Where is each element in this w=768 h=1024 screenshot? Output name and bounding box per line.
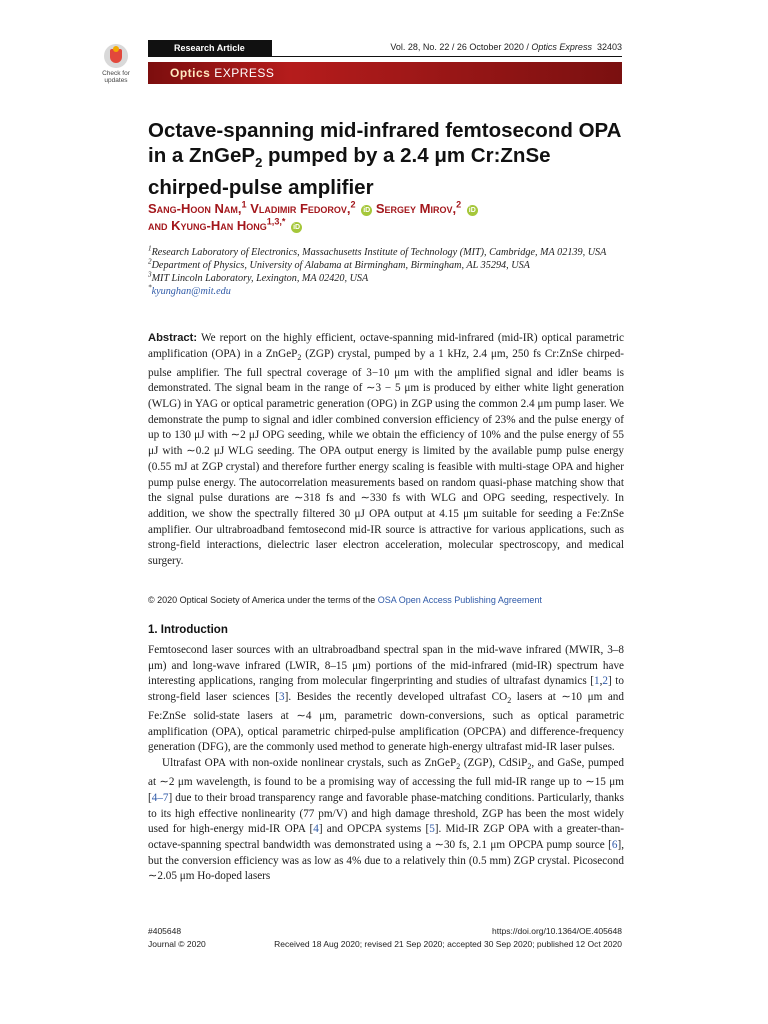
citation-link[interactable]: 5 — [429, 823, 435, 836]
journal-logo — [170, 66, 274, 80]
text-run: ]. Besides the recently developed ultrafast CO — [284, 691, 508, 704]
citation-link[interactable]: 6 — [611, 838, 618, 851]
author-1[interactable]: Sang-Hoon Nam, — [148, 201, 242, 216]
citation-link[interactable]: 2 — [602, 675, 608, 688]
affil-text: Research Laboratory of Electronics, Massachusetts Institute of Technology (MIT), Cambridge, MA 02139, USA — [151, 247, 607, 258]
text-run: ]. Mid-IR ZGP OPA with a greater-than-octave-spanning spectral bandwidth was demonstrated using a ∼30 fs, 2.1 μm OPCPA pump source [ — [148, 823, 625, 851]
header-rule — [272, 56, 622, 57]
text-run: , and GaSe, pumped at ∼2 μm wavelength, is found to be a promising way of accessing the full mid-IR range up to ∼15 μm [ — [148, 757, 624, 804]
volume-text: Vol. 28, No. 22 / 26 October 2020 / — [390, 42, 532, 52]
subscript: 2 — [527, 762, 532, 772]
article-type-label: Research Article — [148, 40, 272, 57]
citation-link[interactable]: 4–7 — [151, 791, 169, 804]
citation-link[interactable]: 1 — [594, 675, 600, 688]
abstract-sub: 2 — [297, 352, 302, 362]
corresponding-email — [148, 285, 626, 298]
paragraph-2 — [148, 756, 624, 885]
section-heading: 1. Introduction — [148, 624, 228, 636]
footer-right — [230, 925, 622, 951]
affiliation-3 — [148, 272, 626, 285]
title-line-3: chirped-pulse amplifier — [148, 176, 374, 200]
text-run: Femtosecond laser sources with an ultrabroadband spectral span in the mid-wave infrared (MWIR, 3–8 μm) and long-wave infrared (LWIR, 8–15 μm) portions of the mid-infrared (mid-IR) spectrum have interesting applications, ranging from molecular fingerprinting and studies of ultrafast dynamics [ — [148, 644, 624, 688]
article-title — [148, 118, 628, 200]
title-subscript: 2 — [255, 155, 263, 171]
text-run: Ultrafast OPA with non-oxide nonlinear crystals, such as ZnGeP — [162, 757, 457, 770]
text-run: ] to strong-field laser sciences [ — [148, 675, 624, 704]
author-3[interactable]: Sergey Mirov, — [375, 201, 457, 216]
affiliation-1 — [148, 246, 626, 259]
badge-label: Check for updates — [102, 70, 130, 84]
author-list — [148, 200, 628, 234]
citation-link[interactable]: 4 — [313, 823, 319, 836]
abstract — [148, 331, 624, 570]
email-marker: * — [148, 283, 152, 292]
author-2[interactable]: Vladimir Fedorov, — [250, 201, 351, 216]
citation-link[interactable]: 3 — [279, 691, 285, 704]
title-line-2b: pumped by a 2.4 μm Cr:ZnSe — [262, 144, 551, 167]
journal-banner — [148, 62, 622, 84]
subscript: 2 — [456, 762, 461, 772]
abstract-text-2: (ZGP) crystal, pumped by a 1 kHz, 2.4 μm, 250 fs Cr:ZnSe chirped-pulse amplifier. The full spectral coverage of 3−10 μm with the amplified signal and idler beams is demonstrated. The signal beam in the range of ∼3 − 5 μm is produced by either white light generation (WLG) in YAG or optical parametric generation (OPG) in ZGP using the common 2.4 μm pump laser. We demonstrate the pump to signal and idler combined conversion efficiency of 23% and the pulse energy of up to 130 μJ with ∼2 μJ OPG seeding, while we obtain the efficiency of 10% and the pulse energy of 55 μJ with ∼0.2 μJ WLG seeding. The OPA output energy is limited by the available pump pulse energy (0.55 mJ at ZGP crystal) and therefore further energy scaling is feasible with multi-stage OPA and higher pump pulse energy. The autocorrelation measurements based on random quasi-phase matching show that the signal pulse durations are ∼318 fs and ∼330 fs with WLG and OPG seeding, respectively. In addition, we show the spectrally filtered 30 μJ OPA output at 4.15 μm suitable for seeding a Fe:ZnSe amplifier. Our ultrabroadband femtosecond mid-IR source is attractive for various applications, such as strong-field interactions, dielectric laser electron acceleration, molecular spectroscopy, and medical surgery. — [148, 347, 625, 568]
affil-marker: 1 — [148, 244, 152, 253]
text-run: lasers at ∼10 μm and Fe:ZnSe solid-state lasers at ∼4 μm, parametric down-conversions, such as optical parametric amplification (OPA), optical parametric chirped-pulse amplification (OPCPA) and difference-frequency generation (DFG), are the commonly used method to generate high-energy ultrafast mid-IR laser pulses. — [148, 691, 624, 754]
abstract-text-1: We report on the highly efficient, octave-spanning mid-infrared (mid-IR) optical parametric amplification (OPA) in a ZnGeP — [148, 332, 624, 360]
volume-info — [390, 42, 622, 52]
subscript: 2 — [507, 696, 512, 706]
footer-left — [148, 925, 206, 951]
author-4[interactable]: Kyung-Han Hong — [171, 218, 267, 233]
author-2-affil: 2 — [350, 199, 356, 210]
author-4-affil: 1,3,* — [266, 216, 286, 227]
orcid-icon[interactable]: iD — [363, 207, 371, 214]
bookmark-icon — [104, 44, 128, 68]
orcid-icon[interactable]: iD — [468, 207, 476, 214]
publication-dates: Received 18 Aug 2020; revised 21 Sep 2020; accepted 30 Sep 2020; published 12 Oct 2020 — [274, 939, 622, 949]
orcid-icon[interactable]: iD — [293, 224, 301, 231]
title-line-2a: in a ZnGeP — [148, 144, 256, 167]
page-number: 32403 — [596, 42, 622, 52]
manuscript-id: #405648 — [148, 926, 182, 936]
check-for-updates-badge[interactable] — [90, 42, 140, 92]
author-and: and — [148, 218, 172, 233]
paragraph-1 — [148, 643, 624, 756]
text-run: ], but the conversion efficiency was as low as 4% due to a relatively thin (0.5 mm) ZGP crystal. Picosecond ∼2.05 μm Ho-doped lasers — [148, 838, 624, 883]
journal-copyright: Journal © 2020 — [148, 939, 206, 949]
affil-text: MIT Lincoln Laboratory, Lexington, MA 02420, USA — [151, 273, 369, 284]
affil-text: Department of Physics, University of Alabama at Birmingham, Birmingham, AL 35294, USA — [151, 260, 530, 271]
text-run: ] due to their broad transparency range and favorable phase-matching conditions. Particularly, thanks to its high effective nonlinearity (77 pm/V) and high damage threshold, ZGP has been the most widely used for high-energy mid-IR OPA [ — [148, 791, 624, 836]
affil-marker: 2 — [148, 257, 152, 266]
abstract-label: Abstract: — [148, 332, 198, 344]
license-link[interactable]: OSA Open Access Publishing Agreement — [377, 595, 542, 605]
copyright-line — [148, 595, 624, 605]
affiliation-2 — [148, 259, 626, 272]
doi-link[interactable]: https://doi.org/10.1364/OE.405648 — [492, 926, 622, 936]
logo-word-optics: Optics — [170, 66, 211, 80]
logo-word-express: EXPRESS — [214, 66, 275, 80]
text-run: ] and OPCPA systems [ — [318, 823, 430, 836]
introduction-body — [148, 643, 624, 885]
copyright-text: © 2020 Optical Society of America under the terms of the — [148, 595, 378, 605]
text-run: , — [599, 675, 603, 688]
affiliations — [148, 246, 626, 298]
affil-marker: 3 — [148, 270, 152, 279]
email-link[interactable]: kyunghan@mit.edu — [151, 286, 231, 297]
journal-header — [148, 40, 622, 57]
author-3-affil: 2 — [456, 199, 462, 210]
author-1-affil: 1 — [241, 199, 247, 210]
title-line-1: Octave-spanning mid-infrared femtosecond OPA — [148, 119, 622, 142]
journal-name: Optics Express — [531, 42, 592, 52]
text-run: (ZGP), CdSiP — [460, 757, 528, 770]
